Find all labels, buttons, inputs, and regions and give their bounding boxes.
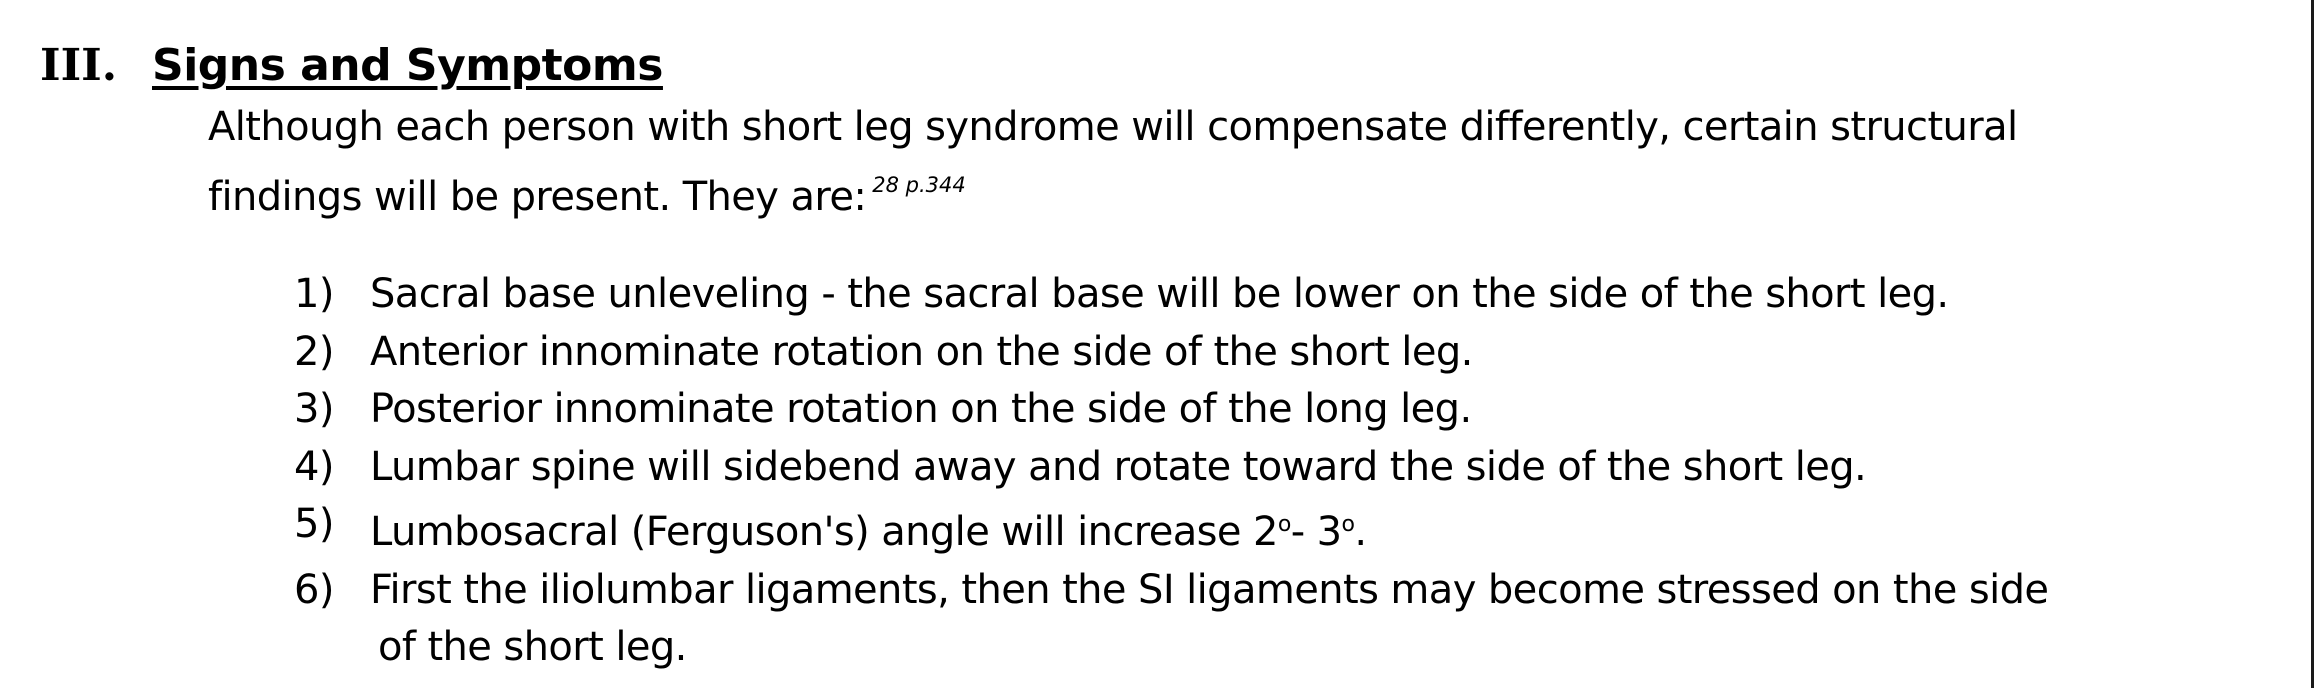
list-item-text: Sacral base unleveling - the sacral base will be lower on the side of the short leg. — [370, 271, 1949, 317]
intro-line-2: findings will be present. They are: — [208, 174, 867, 220]
citation-reference: 28 p.344 — [872, 173, 966, 197]
angle-text-before: Lumbosacral (Ferguson's) angle will increase 2 — [370, 509, 1278, 555]
list-marker: 2) — [294, 328, 334, 375]
intro-line-2-wrapper — [122, 156, 2228, 226]
findings-list — [294, 266, 2290, 677]
list-marker: 5) — [294, 501, 334, 547]
list-item-text: Anterior innominate rotation on the side of the short leg. — [370, 328, 1473, 375]
list-marker: 6) — [294, 566, 334, 613]
list-item-text — [370, 496, 2290, 562]
section-heading — [40, 38, 663, 94]
list-item-text — [370, 562, 2250, 677]
degree-superscript-2: o — [1341, 512, 1355, 537]
list-marker: 4) — [294, 443, 334, 490]
intro-line-1: Although each person with short leg syndrome will compensate differently, certain structural — [208, 104, 2018, 150]
list-item — [294, 439, 2290, 497]
list-marker: 3) — [294, 386, 334, 432]
angle-text-after: . — [1354, 509, 1367, 555]
section-title: Signs and Symptoms — [152, 40, 663, 91]
degree-superscript-1: o — [1277, 512, 1291, 537]
list-item-text: Posterior innominate rotation on the side of the long leg. — [370, 386, 1472, 432]
list-item — [294, 496, 2290, 562]
list-marker: 1) — [294, 271, 334, 317]
page-right-border — [2311, 0, 2314, 688]
list-item-line-1: First the iliolumbar ligaments, then the SI ligaments may become stressed on the side — [370, 566, 2049, 613]
list-item — [294, 381, 2290, 439]
list-item — [294, 324, 2290, 382]
list-item-line-2: of the short leg. — [378, 624, 687, 670]
section-number: III. — [40, 40, 118, 91]
list-item — [294, 562, 2290, 677]
list-item-text: Lumbar spine will sidebend away and rotate toward the side of the short leg. — [370, 443, 1867, 490]
list-item — [294, 266, 2290, 324]
angle-text-mid: - 3 — [1290, 509, 1342, 555]
intro-paragraph — [208, 98, 2228, 226]
